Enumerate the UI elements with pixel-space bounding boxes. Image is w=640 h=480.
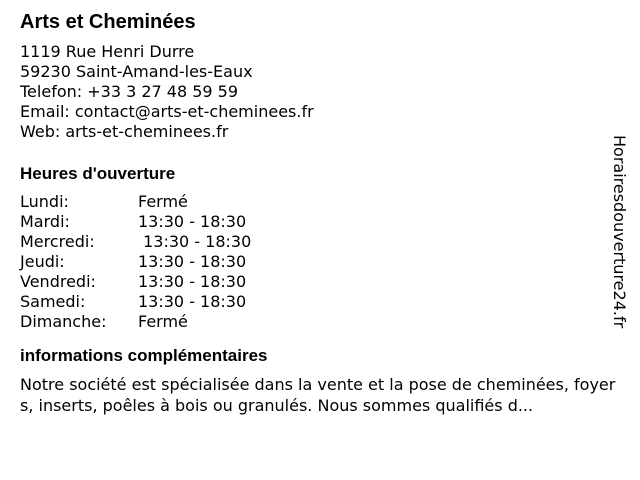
address-line-1: 1119 Rue Henri Durre (20, 42, 195, 61)
email-line: Email: contact@arts-et-cheminees.fr (20, 102, 314, 121)
hours-day: Vendredi: (20, 272, 96, 291)
hours-time: Fermé (138, 192, 188, 211)
business-name: Arts et Cheminées (20, 11, 196, 33)
hours-row-mercredi (20, 232, 620, 252)
hours-day: Samedi: (20, 292, 86, 311)
hours-time: Fermé (138, 312, 188, 331)
hours-time: 13:30 - 18:30 (138, 272, 247, 291)
hours-time: 13:30 - 18:30 (138, 232, 252, 251)
watermark: Horairesdouverture24.fr (610, 135, 629, 329)
hours-row-vendredi (20, 272, 620, 292)
hours-row-samedi (20, 292, 620, 312)
info-description: Notre société est spécialisée dans la vente et la pose de cheminées, foyers, inserts, poêles à bois ou granulés. Nous sommes qualifiés d... (20, 375, 616, 415)
hours-day: Lundi: (20, 192, 69, 211)
hours-time: 13:30 - 18:30 (138, 252, 247, 271)
hours-day: Dimanche: (20, 312, 107, 331)
hours-day: Jeudi: (20, 252, 65, 271)
info-title: informations complémentaires (20, 346, 268, 365)
address-line-2: 59230 Saint-Amand-les-Eaux (20, 62, 253, 81)
hours-row-mardi (20, 212, 620, 232)
hours-time: 13:30 - 18:30 (138, 292, 247, 311)
hours-row-dimanche (20, 312, 620, 332)
phone-line: Telefon: +33 3 27 48 59 59 (20, 82, 239, 101)
business-card (20, 10, 620, 416)
web-line: Web: arts-et-cheminees.fr (20, 122, 229, 141)
hours-time: 13:30 - 18:30 (138, 212, 247, 231)
hours-row-lundi (20, 192, 620, 212)
hours-row-jeudi (20, 252, 620, 272)
hours-day: Mardi: (20, 212, 70, 231)
hours-day: Mercredi: (20, 232, 95, 251)
hours-title: Heures d'ouverture (20, 164, 176, 183)
